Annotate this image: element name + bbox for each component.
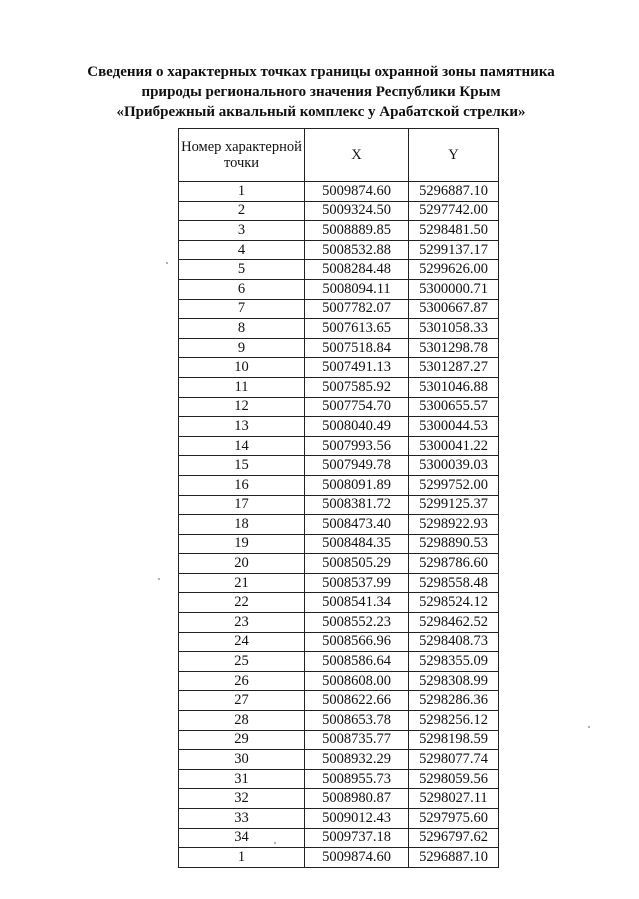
table-header-row: [179, 129, 499, 182]
table-row: [179, 750, 499, 770]
table-row: [179, 828, 499, 848]
point-number-cell: 8: [179, 319, 305, 339]
scan-speck: [274, 842, 276, 844]
y-coordinate-cell: 5296887.10: [409, 182, 499, 202]
y-coordinate-cell: 5298922.93: [409, 515, 499, 535]
point-number-cell: 7: [179, 299, 305, 319]
table-row: [179, 397, 499, 417]
point-number-cell: 9: [179, 338, 305, 358]
point-number-cell: 22: [179, 593, 305, 613]
y-coordinate-cell: 5298558.48: [409, 573, 499, 593]
y-coordinate-cell: 5300000.71: [409, 279, 499, 299]
table-row: [179, 417, 499, 437]
x-coordinate-cell: 5008505.29: [305, 554, 409, 574]
x-coordinate-cell: 5008552.23: [305, 613, 409, 633]
scan-speck: [588, 726, 590, 728]
x-coordinate-cell: 5009324.50: [305, 201, 409, 221]
y-coordinate-cell: 5301046.88: [409, 377, 499, 397]
y-coordinate-cell: 5300655.57: [409, 397, 499, 417]
point-number-cell: 29: [179, 730, 305, 750]
table-row: [179, 769, 499, 789]
point-number-cell: 21: [179, 573, 305, 593]
point-number-cell: 14: [179, 436, 305, 456]
point-number-cell: 13: [179, 417, 305, 437]
table-row: [179, 182, 499, 202]
y-coordinate-cell: 5298481.50: [409, 221, 499, 241]
table-row: [179, 534, 499, 554]
point-number-cell: 15: [179, 456, 305, 476]
y-coordinate-cell: 5298786.60: [409, 554, 499, 574]
y-coordinate-cell: 5300039.03: [409, 456, 499, 476]
x-coordinate-cell: 5008532.88: [305, 240, 409, 260]
point-number-cell: 3: [179, 221, 305, 241]
point-number-cell: 26: [179, 671, 305, 691]
title-line: «Прибрежный аквальный комплекс у Арабатской стрелки»: [116, 104, 526, 120]
y-coordinate-cell: 5301298.78: [409, 338, 499, 358]
table-row: [179, 436, 499, 456]
x-coordinate-cell: 5009874.60: [305, 848, 409, 868]
y-coordinate-cell: 5300044.53: [409, 417, 499, 437]
point-number-cell: 34: [179, 828, 305, 848]
table-row: [179, 632, 499, 652]
table-row: [179, 848, 499, 868]
x-coordinate-cell: 5007754.70: [305, 397, 409, 417]
x-coordinate-cell: 5007993.56: [305, 436, 409, 456]
point-number-cell: 17: [179, 495, 305, 515]
x-coordinate-cell: 5008889.85: [305, 221, 409, 241]
point-number-cell: 11: [179, 377, 305, 397]
table-row: [179, 221, 499, 241]
y-coordinate-cell: 5300041.22: [409, 436, 499, 456]
table-row: [179, 515, 499, 535]
x-coordinate-cell: 5007782.07: [305, 299, 409, 319]
point-number-cell: 12: [179, 397, 305, 417]
y-coordinate-cell: 5297742.00: [409, 201, 499, 221]
scan-speck: [158, 578, 160, 580]
x-coordinate-cell: 5007518.84: [305, 338, 409, 358]
x-coordinate-cell: 5008284.48: [305, 260, 409, 280]
point-number-cell: 33: [179, 809, 305, 829]
table-row: [179, 495, 499, 515]
point-number-cell: 1: [179, 848, 305, 868]
point-number-cell: 19: [179, 534, 305, 554]
table-row: [179, 671, 499, 691]
scan-speck: [166, 262, 168, 264]
y-coordinate-cell: 5298286.36: [409, 691, 499, 711]
y-coordinate-cell: 5298355.09: [409, 652, 499, 672]
point-number-cell: 2: [179, 201, 305, 221]
y-coordinate-cell: 5298027.11: [409, 789, 499, 809]
x-coordinate-cell: 5007949.78: [305, 456, 409, 476]
y-coordinate-cell: 5298077.74: [409, 750, 499, 770]
x-coordinate-cell: 5008091.89: [305, 475, 409, 495]
y-coordinate-cell: 5298890.53: [409, 534, 499, 554]
point-number-cell: 5: [179, 260, 305, 280]
table-row: [179, 730, 499, 750]
point-number-cell: 23: [179, 613, 305, 633]
y-coordinate-cell: 5298408.73: [409, 632, 499, 652]
y-coordinate-cell: 5301058.33: [409, 319, 499, 339]
x-coordinate-cell: 5008586.64: [305, 652, 409, 672]
y-coordinate-cell: 5300667.87: [409, 299, 499, 319]
point-number-cell: 32: [179, 789, 305, 809]
table-row: [179, 613, 499, 633]
x-coordinate-cell: 5008932.29: [305, 750, 409, 770]
table-row: [179, 299, 499, 319]
x-coordinate-cell: 5008653.78: [305, 711, 409, 731]
table-row: [179, 789, 499, 809]
point-number-cell: 31: [179, 769, 305, 789]
y-coordinate-cell: 5299752.00: [409, 475, 499, 495]
title-line: природы регионального значения Республики Крым: [141, 84, 501, 100]
x-coordinate-cell: 5008484.35: [305, 534, 409, 554]
coordinates-table: [178, 128, 499, 868]
table-row: [179, 691, 499, 711]
table-row: [179, 554, 499, 574]
point-number-cell: 28: [179, 711, 305, 731]
y-coordinate-cell: 5299626.00: [409, 260, 499, 280]
x-coordinate-cell: 5008980.87: [305, 789, 409, 809]
x-coordinate-cell: 5007585.92: [305, 377, 409, 397]
header-y: Y: [409, 129, 499, 182]
x-coordinate-cell: 5008094.11: [305, 279, 409, 299]
table-row: [179, 279, 499, 299]
x-coordinate-cell: 5007613.65: [305, 319, 409, 339]
table-row: [179, 593, 499, 613]
x-coordinate-cell: 5008541.34: [305, 593, 409, 613]
title-line: Сведения о характерных точках границы охранной зоны памятника: [87, 64, 555, 80]
x-coordinate-cell: 5008608.00: [305, 671, 409, 691]
document-title: [60, 62, 582, 122]
x-coordinate-cell: 5009874.60: [305, 182, 409, 202]
y-coordinate-cell: 5298308.99: [409, 671, 499, 691]
y-coordinate-cell: 5299125.37: [409, 495, 499, 515]
table-row: [179, 652, 499, 672]
point-number-cell: 4: [179, 240, 305, 260]
y-coordinate-cell: 5298524.12: [409, 593, 499, 613]
x-coordinate-cell: 5009012.43: [305, 809, 409, 829]
table-row: [179, 573, 499, 593]
table-row: [179, 240, 499, 260]
x-coordinate-cell: 5007491.13: [305, 358, 409, 378]
point-number-cell: 27: [179, 691, 305, 711]
y-coordinate-cell: 5298059.56: [409, 769, 499, 789]
x-coordinate-cell: 5008735.77: [305, 730, 409, 750]
x-coordinate-cell: 5008622.66: [305, 691, 409, 711]
x-coordinate-cell: 5008040.49: [305, 417, 409, 437]
x-coordinate-cell: 5008537.99: [305, 573, 409, 593]
table-row: [179, 809, 499, 829]
x-coordinate-cell: 5008473.40: [305, 515, 409, 535]
point-number-cell: 20: [179, 554, 305, 574]
y-coordinate-cell: 5301287.27: [409, 358, 499, 378]
point-number-cell: 18: [179, 515, 305, 535]
table-row: [179, 475, 499, 495]
x-coordinate-cell: 5009737.18: [305, 828, 409, 848]
point-number-cell: 30: [179, 750, 305, 770]
x-coordinate-cell: 5008566.96: [305, 632, 409, 652]
y-coordinate-cell: 5296887.10: [409, 848, 499, 868]
y-coordinate-cell: 5297975.60: [409, 809, 499, 829]
table-row: [179, 377, 499, 397]
y-coordinate-cell: 5298256.12: [409, 711, 499, 731]
table-row: [179, 358, 499, 378]
table-row: [179, 260, 499, 280]
x-coordinate-cell: 5008955.73: [305, 769, 409, 789]
point-number-cell: 6: [179, 279, 305, 299]
point-number-cell: 1: [179, 182, 305, 202]
point-number-cell: 24: [179, 632, 305, 652]
table-row: [179, 319, 499, 339]
y-coordinate-cell: 5296797.62: [409, 828, 499, 848]
y-coordinate-cell: 5298462.52: [409, 613, 499, 633]
y-coordinate-cell: 5299137.17: [409, 240, 499, 260]
y-coordinate-cell: 5298198.59: [409, 730, 499, 750]
header-point-number: Номер характерной точки: [179, 129, 305, 182]
table-row: [179, 711, 499, 731]
table-row: [179, 201, 499, 221]
point-number-cell: 16: [179, 475, 305, 495]
x-coordinate-cell: 5008381.72: [305, 495, 409, 515]
point-number-cell: 25: [179, 652, 305, 672]
header-x: X: [305, 129, 409, 182]
point-number-cell: 10: [179, 358, 305, 378]
table-row: [179, 338, 499, 358]
table-row: [179, 456, 499, 476]
